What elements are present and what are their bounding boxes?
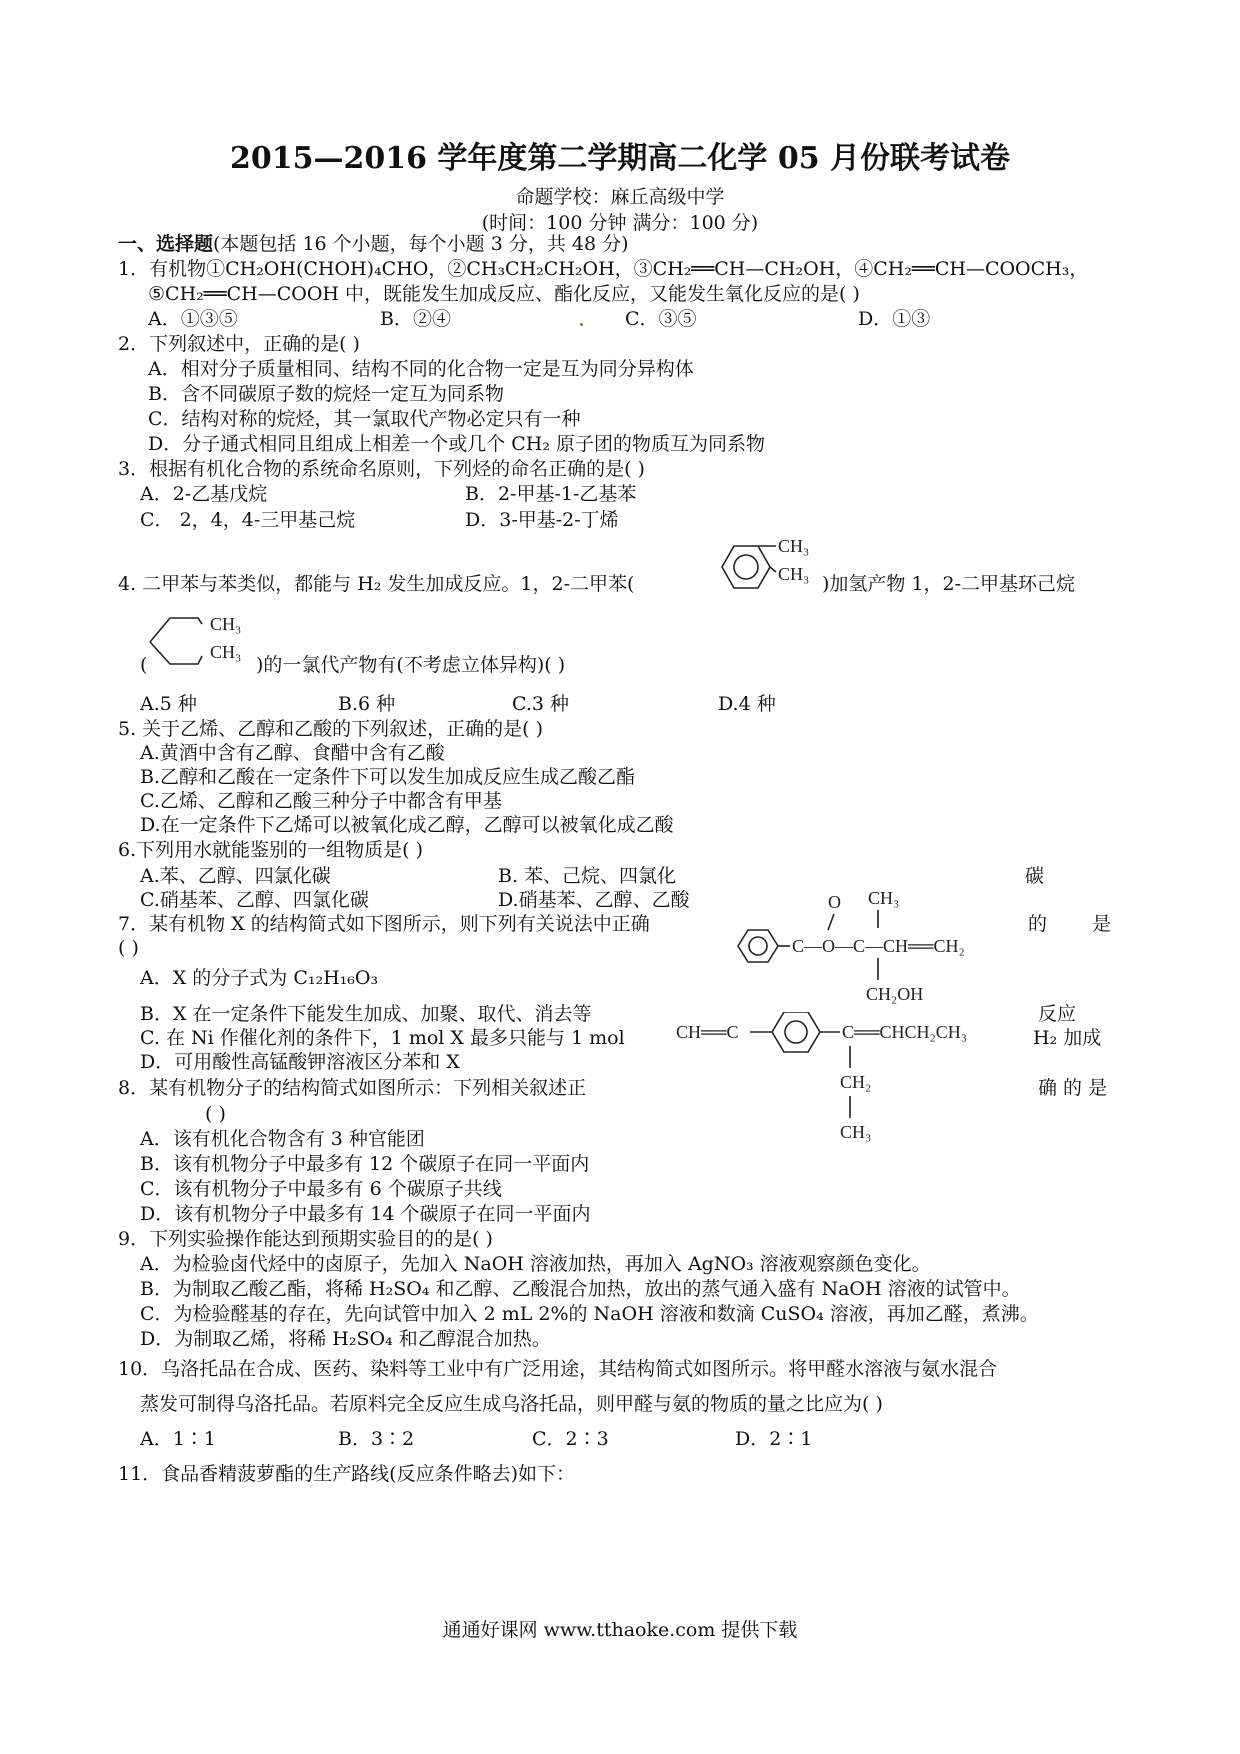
q3-stem: 3．根据有机化合物的系统命名原则，下列烃的命名正确的是( ) xyxy=(118,458,645,480)
section-label: 一、选择题 xyxy=(118,233,214,255)
q2-option-d: D．分子通式相同且组成上相差一个或几个 CH₂ 原子团的物质互为同系物 xyxy=(148,433,766,455)
q8-option-a: A．该有机化合物含有 3 种官能团 xyxy=(140,1128,425,1150)
q3-option-a: A．2-乙基戊烷 xyxy=(140,483,268,505)
q7-stem-tail1: 的 xyxy=(1028,913,1048,935)
q2-option-a: A．相对分子质量相同、结构不同的化合物一定是互为同分异构体 xyxy=(148,358,694,380)
q8-option-c: C．该有机物分子中最多有 6 个碳原子共线 xyxy=(140,1178,502,1200)
q5-option-c: C.乙烯、乙醇和乙酸三种分子中都含有甲基 xyxy=(140,790,502,812)
q10-line2: 蒸发可制得乌洛托品。若原料完全反应生成乌洛托品，则甲醛与氨的物质的量之比应为( ) xyxy=(140,1393,883,1415)
q6-option-a: A.苯、乙醇、四氯化碳 xyxy=(140,865,331,887)
q5-option-d: D.在一定条件下乙烯可以被氧化成乙醇，乙醇可以被氧化成乙酸 xyxy=(140,814,674,836)
ch3-label: CH₃ xyxy=(210,642,242,662)
benzene-ring xyxy=(772,1012,820,1052)
oxygen-label: O xyxy=(828,892,841,912)
q8-option-d: D．该有机物分子中最多有 14 个碳原子在同一平面内 xyxy=(140,1203,591,1225)
section-heading xyxy=(118,232,629,256)
ring-bonds xyxy=(150,642,202,664)
q4-text-part2: )加氢产物 1，2-二甲基环己烷 xyxy=(822,573,1076,595)
ch3-label: CH₃ xyxy=(778,564,810,584)
q10-option-a: A．1∶1 xyxy=(140,1428,216,1450)
q4-option-c: C.3 种 xyxy=(512,693,570,715)
q7-option-c: C. 在 Ni 作催化剂的条件下，1 mol X 最多只能与 1 mol xyxy=(140,1027,625,1049)
ch2oh-label: CH₂OH xyxy=(866,984,924,1004)
q5-option-a: A.黄酒中含有乙醇、食醋中含有乙酸 xyxy=(140,742,445,764)
ch3-label: CH₃ xyxy=(868,888,900,908)
q4-text-part3: )的一氯代产物有(不考虑立体异构)( ) xyxy=(256,654,566,676)
dimethylcyclohexane-structure xyxy=(140,606,265,674)
q2-option-b: B．含不同碳原子数的烷烃一定互为同系物 xyxy=(148,383,504,405)
q6-stem: 6.下列用水就能鉴别的一组物质是( ) xyxy=(118,839,423,861)
q1-option-a: A．①③⑤ xyxy=(148,308,238,330)
q6-option-c: C.硝基苯、乙醇、四氯化碳 xyxy=(140,889,369,911)
q1-line1: 1．有机物①CH₂OH(CHOH)₄CHO，②CH₃CH₂CH₂OH，③CH₂══CH—CH₂OH，④CH₂══CH—COOCH₃， xyxy=(118,258,1089,280)
q9-option-c: C．为检验醛基的存在，先向试管中加入 2 mL 2%的 NaOH 溶液和数滴 CuSO₄ 溶液，再加乙醛，煮沸。 xyxy=(140,1303,1039,1325)
q10-option-c: C．2∶3 xyxy=(532,1428,609,1450)
q4-option-a: A.5 种 xyxy=(140,693,197,715)
q10-option-b: B．3∶2 xyxy=(338,1428,415,1450)
q7-option-a: A．X 的分子式为 C₁₂H₁₆O₃ xyxy=(140,967,379,989)
aromatic-circle xyxy=(785,1021,807,1043)
q8-paren: ( ) xyxy=(205,1103,226,1125)
q7-paren: ( ) xyxy=(118,937,139,959)
q8-stem-tail: 确 的 是 xyxy=(1038,1077,1108,1099)
q1-line2: ⑤CH₂══CH—COOH 中，既能发生加成反应、酯化反应，又能发生氧化反应的是( ) xyxy=(148,283,860,305)
section-desc: (本题包括 16 个小题，每个小题 3 分，共 48 分) xyxy=(213,233,629,255)
q2-stem: 2．下列叙述中，正确的是( ) xyxy=(118,333,360,355)
aromatic-circle xyxy=(749,937,767,955)
stray-dot xyxy=(580,323,583,326)
ch3-label: CH₃ xyxy=(210,614,242,634)
q1-option-c: C．③⑤ xyxy=(625,308,697,330)
q9-option-d: D．为制取乙烯，将稀 H₂SO₄ 和乙醇混合加热。 xyxy=(140,1328,551,1350)
q11-stem: 11．食品香精菠萝酯的生产路线(反应条件略去)如下： xyxy=(118,1463,576,1485)
q1-option-d: D．①③ xyxy=(858,308,931,330)
q8-stem: 8．某有机物分子的结构简式如图所示：下列相关叙述正 xyxy=(118,1077,587,1099)
q9-option-b: B．为制取乙酸乙酯，将稀 H₂SO₄ 和乙醇、乙酸混合加热，放出的蒸气通入盛有 NaOH 溶液的试管中。 xyxy=(140,1278,1021,1300)
q3-option-b: B．2-甲基-1-乙基苯 xyxy=(465,483,637,505)
q7-option-b: B．X 在一定条件下能发生加成、加聚、取代、消去等 xyxy=(140,1003,592,1025)
q5-stem: 5. 关于乙烯、乙醇和乙酸的下列叙述，正确的是( ) xyxy=(118,718,544,740)
q9-stem: 9．下列实验操作能达到预期实验目的的是( ) xyxy=(118,1228,493,1250)
benzene-ring xyxy=(722,546,770,588)
q9-option-a: A．为检验卤代烃中的卤原子，先加入 NaOH 溶液加热，再加入 AgNO₃ 溶液观察颜色变化。 xyxy=(140,1253,931,1275)
ch2-label: CH₂ xyxy=(840,1072,872,1092)
alkene-chain: C══CHCH₂CH₃ xyxy=(842,1022,968,1042)
q8-option-b: B．该有机物分子中最多有 12 个碳原子在同一平面内 xyxy=(140,1153,590,1175)
q6-option-b-tail: 碳 xyxy=(1025,865,1045,887)
ring-bonds xyxy=(150,618,202,642)
ethynyl-label: CH══C xyxy=(676,1022,739,1042)
q7-option-d: D．可用酸性高锰酸钾溶液区分苯和 X xyxy=(140,1051,460,1073)
q7-structure xyxy=(730,888,1020,1008)
q4-option-d: D.4 种 xyxy=(718,693,776,715)
q5-option-b: B.乙醇和乙酸在一定条件下可以发生加成反应生成乙酸乙酯 xyxy=(140,766,636,788)
benzene-ring xyxy=(738,930,778,962)
bond xyxy=(770,567,776,572)
q7-stem-tail2: 是 xyxy=(1092,913,1112,935)
q10-line1: 10．乌洛托品在合成、医药、染料等工业中有广泛用途，其结构简式如图所示。将甲醛水溶液与氨水混合 xyxy=(118,1358,998,1380)
q4-option-b: B.6 种 xyxy=(338,693,396,715)
q3-option-c: C． 2，4，4-三甲基己烷 xyxy=(140,509,356,531)
ch3-label: CH₃ xyxy=(840,1122,872,1142)
q6-option-d: D.硝基苯、乙醇、乙酸 xyxy=(498,889,690,911)
carbonyl-bond xyxy=(828,914,834,930)
q8-structure xyxy=(670,1012,1040,1148)
exam-info: (时间：100 分钟 满分：100 分) xyxy=(481,212,759,234)
q4-paren-open: ( xyxy=(140,654,148,676)
q10-option-d: D．2∶1 xyxy=(735,1428,813,1450)
footer-source: 通通好课网 www.tthaoke.com 提供下载 xyxy=(442,1619,798,1641)
q3-option-d: D．3-甲基-2-丁烯 xyxy=(465,509,619,531)
q2-option-c: C．结构对称的烷烃，其一氯取代产物必定只有一种 xyxy=(148,408,581,430)
page-title: 2015—2016 学年度第二学期高二化学 05 月份联考试卷 xyxy=(229,141,1011,176)
aromatic-circle xyxy=(734,555,758,579)
school-line: 命题学校：麻丘高级中学 xyxy=(515,186,725,208)
q6-option-b: B. 苯、己烷、四氯化 xyxy=(498,865,677,887)
xylene-structure xyxy=(712,532,832,602)
q7-option-c-tail: H₂ 加成 xyxy=(1033,1027,1102,1049)
q7-option-b-tail: 反应 xyxy=(1038,1003,1077,1025)
q7-stem: 7．某有机物 X 的结构简式如下图所示，则下列有关说法中正确 xyxy=(118,913,650,935)
q4-text-part1: 4. 二甲苯与苯类似，都能与 H₂ 发生加成反应。1，2-二甲苯( xyxy=(118,573,635,595)
ester-chain: C—O—C—CH══CH₂ xyxy=(792,936,965,956)
q1-option-b: B．②④ xyxy=(380,308,451,330)
ch3-label: CH₃ xyxy=(778,536,810,556)
